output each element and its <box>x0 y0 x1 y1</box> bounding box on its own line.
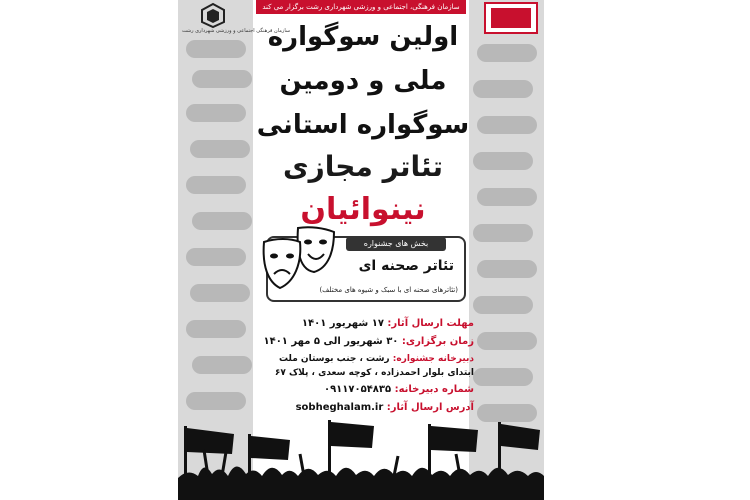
office-address: ابتدای بلوار احمدزاده ، کوچه سعدی ، پلاک ۶۷ <box>274 368 474 378</box>
title-line-4: تئاتر مجازی <box>283 150 443 183</box>
office-label: دبیرخانه جشنواره: <box>392 354 474 364</box>
schedule-row <box>256 336 474 347</box>
title-line-3: سوگواره استانی <box>256 110 470 140</box>
festival-poster <box>178 0 544 500</box>
theater-masks-icon <box>258 222 338 294</box>
calligraphy-stroke <box>477 188 537 206</box>
section-label: بخش های جشنواره <box>346 237 446 251</box>
submit-label: آدرس ارسال آثار: <box>386 402 474 413</box>
calligraphy-stroke <box>477 332 537 350</box>
calligraphy-stroke <box>477 260 537 278</box>
calligraphy-stroke <box>477 44 537 62</box>
office-row <box>256 354 474 364</box>
calligraphy-stroke <box>473 80 533 98</box>
phone-row <box>256 384 474 395</box>
calligraphy-stroke <box>186 392 246 410</box>
calligraphy-logo <box>484 2 538 34</box>
organizer-banner: سازمان فرهنگی، اجتماعی و ورزشی شهرداری رشت برگزار می کند <box>256 0 466 14</box>
title-line-1: اولین سوگواره <box>267 22 459 52</box>
calligraphy-stroke <box>190 140 250 158</box>
title-line-5: نینوائیان <box>300 192 426 227</box>
calligraphy-stroke <box>473 152 533 170</box>
calligraphy-stroke <box>473 296 533 314</box>
emblem-icon <box>200 2 226 28</box>
calligraphy-stroke <box>186 40 246 58</box>
title-line-2: ملی و دومین <box>279 66 447 96</box>
deadline-row <box>256 318 474 329</box>
calligraphy-stroke <box>186 248 246 266</box>
calligraphy-stroke <box>192 212 252 230</box>
submit-row <box>256 402 474 413</box>
calligraphy-stroke <box>473 224 533 242</box>
logo-caption: سازمان فرهنگی اجتماعی و ورزشی شهرداری رشت <box>182 28 291 34</box>
office-value: رشت ، جنب بوستان ملت <box>279 354 390 364</box>
calligraphy-stroke <box>186 320 246 338</box>
calligraphy-stroke <box>477 116 537 134</box>
calligraphy-stroke <box>192 70 252 88</box>
logo-mark <box>491 8 531 28</box>
schedule-value: ۳۰ شهریور الی ۵ مهر ۱۴۰۱ <box>263 336 399 347</box>
calligraphy-stroke <box>186 176 246 194</box>
deadline-value: ۱۷ شهریور ۱۴۰۱ <box>301 318 384 329</box>
section-main: تئاتر صحنه ای <box>358 258 454 274</box>
phone-value: ۰۹۱۱۷۰۵۴۸۳۵ <box>323 384 392 395</box>
mourning-crowd-silhouette <box>178 420 544 500</box>
schedule-label: زمان برگزاری: <box>401 336 474 347</box>
submit-value[interactable]: sobheghalam.ir <box>295 402 384 413</box>
calligraphy-stroke <box>190 284 250 302</box>
calligraphy-stroke <box>473 368 533 386</box>
calligraphy-stroke <box>192 356 252 374</box>
section-sub: (تئاترهای صحنه ای با سبک و شیوه های مختلف) <box>319 286 458 294</box>
deadline-label: مهلت ارسال آثار: <box>387 318 474 329</box>
calligraphy-stroke <box>186 104 246 122</box>
organization-logo <box>182 2 291 38</box>
phone-label: شماره دبیرخانه: <box>394 384 474 395</box>
